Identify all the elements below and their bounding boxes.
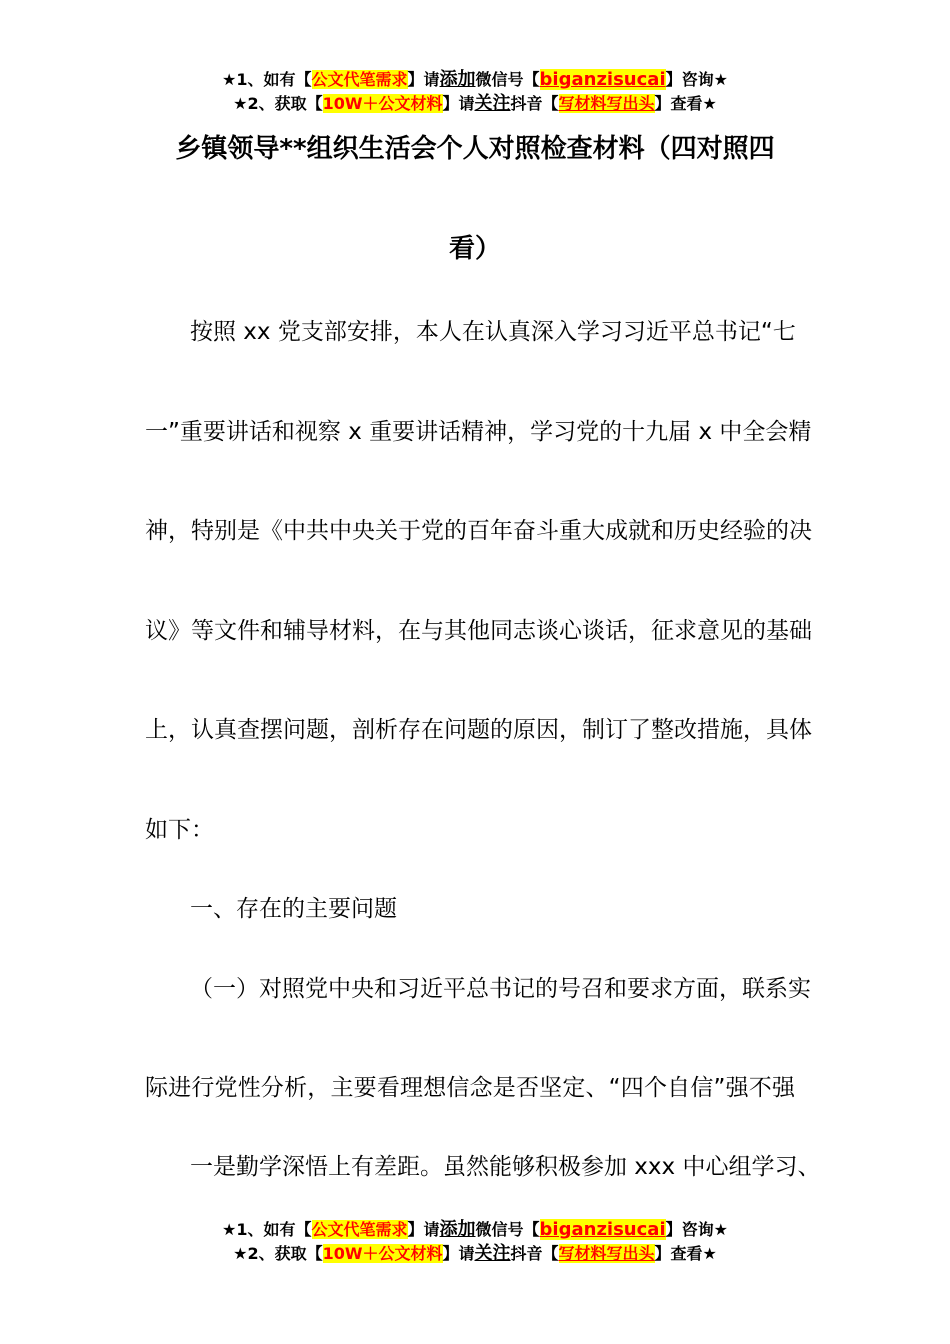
highlight-text: 10W＋公文材料 bbox=[322, 1244, 443, 1263]
document-title-line-2: 看） bbox=[448, 234, 501, 264]
section-heading: 一、存在的主要问题 bbox=[190, 896, 397, 922]
body-line: 神，特别是《中共中央关于党的百年奋斗重大成就和历史经验的决 bbox=[145, 518, 812, 544]
douyin-id: 写材料写出头 bbox=[558, 94, 655, 113]
underlined-text: 关注 bbox=[474, 1243, 511, 1264]
promo-line-1: ★1、如有【公文代笔需求】请添加微信号【biganzisucai】咨询★ bbox=[222, 1219, 728, 1240]
body-line: 际进行党性分析，主要看理想信念是否坚定、“四个自信”强不强 bbox=[145, 1075, 795, 1101]
highlight-text: 公文代笔需求 bbox=[311, 70, 408, 89]
underlined-text: 添加 bbox=[439, 1219, 476, 1240]
douyin-id: 写材料写出头 bbox=[558, 1244, 655, 1263]
document-title-line-1: 乡镇领导**组织生活会个人对照检查材料（四对照四 bbox=[175, 134, 775, 164]
underlined-text: 关注 bbox=[474, 93, 511, 114]
underlined-text: 添加 bbox=[439, 69, 476, 90]
body-line: 一”重要讲话和视察 x 重要讲话精神，学习党的十九届 x 中全会精 bbox=[145, 419, 812, 445]
body-line: 如下： bbox=[145, 817, 214, 843]
wechat-id: biganzisucai bbox=[539, 1219, 666, 1240]
promo-line-1: ★1、如有【公文代笔需求】请添加微信号【biganzisucai】咨询★ bbox=[222, 69, 728, 90]
body-line: 一是勤学深悟上有差距。虽然能够积极参加 xxx 中心组学习、 bbox=[190, 1154, 821, 1180]
subsection-heading: （一）对照党中央和习近平总书记的号召和要求方面，联系实 bbox=[190, 976, 811, 1002]
promo-banner-bottom bbox=[0, 1218, 950, 1266]
promo-line-2: ★2、获取【10W＋公文材料】请关注抖音【写材料写出头】查看★ bbox=[233, 93, 717, 114]
highlight-text: 公文代笔需求 bbox=[311, 1220, 408, 1239]
highlight-text: 10W＋公文材料 bbox=[322, 94, 443, 113]
body-line: 按照 xx 党支部安排，本人在认真深入学习习近平总书记“七 bbox=[190, 319, 796, 345]
body-line: 上，认真查摆问题，剖析存在问题的原因，制订了整改措施，具体 bbox=[145, 717, 812, 743]
body-line: 议》等文件和辅导材料，在与其他同志谈心谈话，征求意见的基础 bbox=[145, 618, 812, 644]
promo-line-2: ★2、获取【10W＋公文材料】请关注抖音【写材料写出头】查看★ bbox=[233, 1243, 717, 1264]
promo-banner-top bbox=[0, 68, 950, 116]
wechat-id: biganzisucai bbox=[539, 69, 666, 90]
